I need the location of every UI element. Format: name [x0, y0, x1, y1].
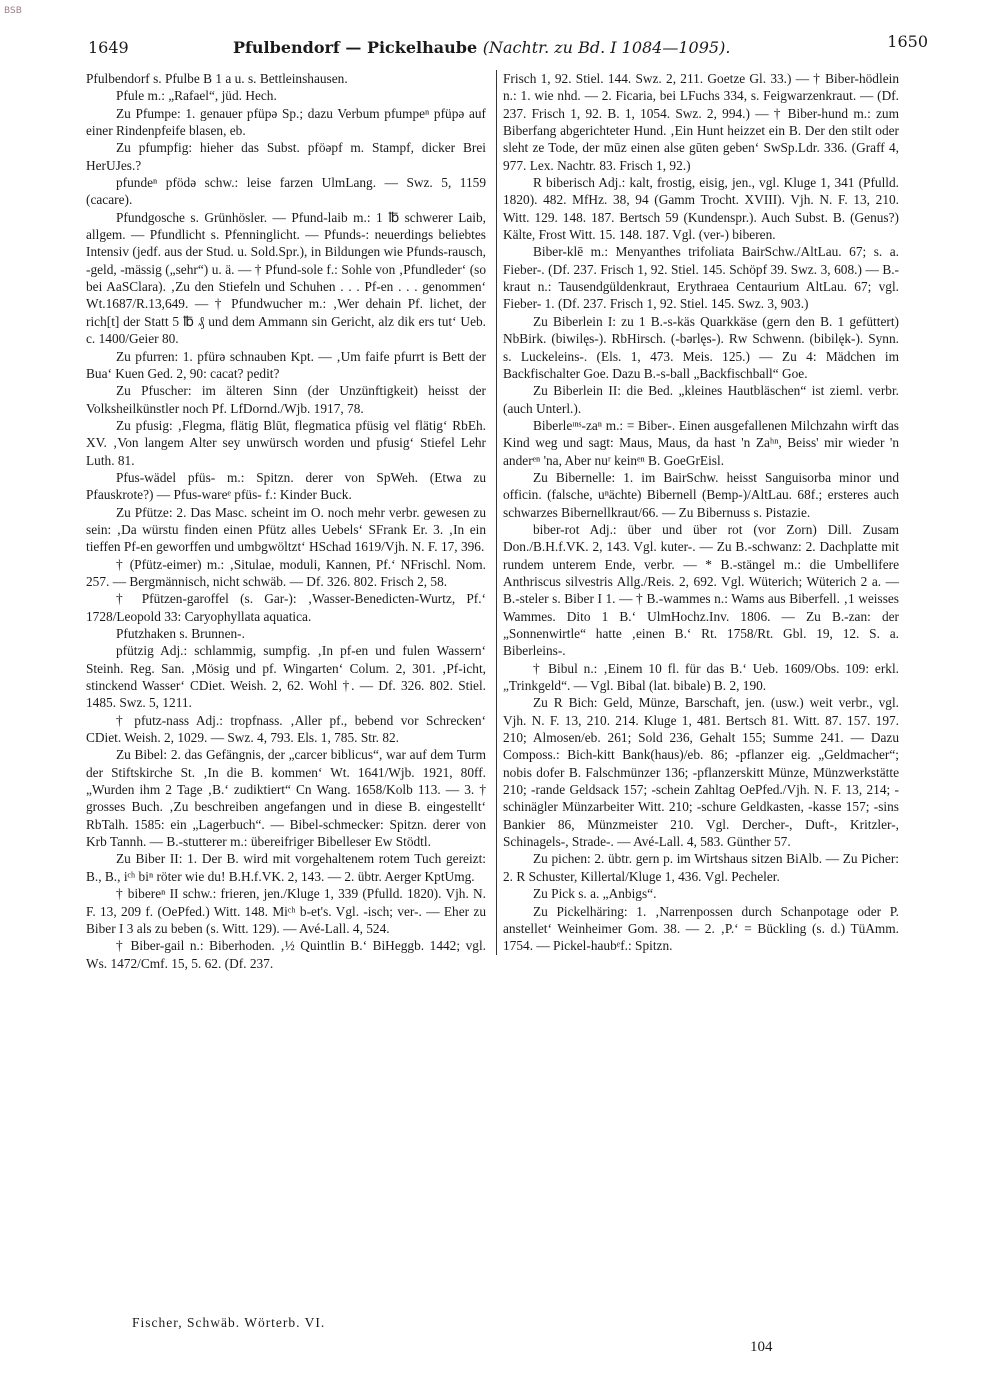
dictionary-entry: biber-rot Adj.: über und über rot (vor Zorn) Dill. Zusam Don./B.H.f.VK. 2, 143. Vgl. kuter-. — Zu B.-schwanz: 2. Dachplatte mit rundem unterem Ende, verbr. — * B.-stängel m.: die Umbellifere Anthriscus silvestris Allg./Reis. 2, 692. Vgl. Wüterich; Wüterich 2 a. — B.-steler s. Biber I 1. — † B.-wammes n.: Wams aus Biberfell. ‚1 weisses Wammes. Dito 1 B.‘ UlmHochz.Inv. 1806. — Zu B.-zan: der „Sonnenwirtle“ hatte ‚einen B.‘ Rt. 1758/Rt. Gbl. 19, 12. S. a. Biberleins-.	[503, 521, 899, 659]
dictionary-entry: Zu Pickelhäring: 1. ‚Narrenpossen durch Schanpotage oder P. anstellet‘ Weinheimer Gom. 38. — 2. ‚P.‘ = Bückling (s. d.) TüAmm. 1754. — Pickel-haubᵉf.: Spitzn.	[503, 903, 899, 954]
right-column	[496, 70, 899, 955]
dictionary-entry: Zu Biber II: 1. Der B. wird mit vorgehaltenem rotem Tuch gereizt: B., B., iᶜʰ biⁿ röter wie du! B.H.f.VK. 2, 143. — 2. übtr. Aerger KptUmg.	[86, 851, 486, 884]
dictionary-entry: Biber-klē m.: Menyanthes trifoliata BairSchw./AltLau. 67; s. a. Fieber-. (Df. 237. Frisch 1, 92. Stiel. 145. Schöpf 39. Swz. 3, 608.) — B.-kraut n.: Tausendgüldenkraut, Erythraea Centaurium AltLau. 67; vgl. Fieber- 1. (Df. 237. Frisch 1, 92. Stiel. 145. Swz. 3, 903.)	[503, 244, 899, 312]
dictionary-entry: pfundeⁿ pfödə schw.: leise farzen UlmLang. — Swz. 5, 1159 (cacare).	[86, 175, 486, 208]
footer-signature: Fischer, Schwäb. Wörterb. VI.	[132, 1315, 326, 1330]
dictionary-entry: † bibereⁿ II schw.: frieren, jen./Kluge 1, 339 (Pfulld. 1820). Vjh. N. F. 13, 209 f. (OePfed.) Witt. 148. Miᶜʰ b-et's. Vgl. -isch; ver-. — Eher zu Biber I 3 als zu beben (s. Witt. 129). — Avé-Lall. 4, 524.	[86, 886, 486, 936]
dictionary-entry: † Biber-gail n.: Biberhoden. ‚½ Quintlin B.‘ BiHeggb. 1442; vgl. Ws. 1472/Cmf. 15, 5. 62. (Df. 237.	[86, 938, 486, 971]
footer-sheet-number: 104	[750, 1339, 773, 1355]
dictionary-entry: Zu pfumpfig: hieher das Subst. pföəpf m. Stampf, dicker Brei HerUJes.?	[86, 140, 486, 173]
dictionary-entry: pfützig Adj.: schlammig, sumpfig. ‚In pf-en und fulen Wassern‘ Steinh. Reg. San. ‚Mösig und pf. Wingarten‘ Colum. 2, 301. ‚Pf-icht, stinckend Wasser‘ CDiet. Weish. 2, 62. Wohl †. — Df. 326. 802. Stiel. 1485. Swz. 5, 1211.	[86, 643, 486, 711]
dictionary-entry: † pfutz-nass Adj.: tropfnass. ‚Aller pf., bebend vor Schrecken‘ CDiet. Weish. 2, 1029. — Swz. 4, 793. Els. 1, 785. Str. 82.	[86, 712, 486, 746]
dictionary-entry: R biberisch Adj.: kalt, frostig, eisig, jen., vgl. Kluge 1, 341 (Pfulld. 1820). 482. MfHz. 38, 94 (Gamm Trocht. XVIII). Vjh. N. F. 13, 210. Witt. 129. 148. 187. Bertsch 59 (Kundenspr.). Auch Subst. B. (Genus?) Kälte, Frost Witt. 15. 148. 187. Vgl. (ver-) biberen.	[503, 175, 899, 243]
dictionary-entry: Zu pichen: 2. übtr. gern p. im Wirtshaus sitzen BiAlb. — Zu Picher: 2. R Schuster, Killertal/Kluge 1, 436. Vgl. Pecheler.	[503, 851, 899, 884]
dictionary-entry: Zu Biberlein II: die Bed. „kleines Hautbläschen“ ist zieml. verbr. (auch Unterl.).	[503, 383, 899, 416]
dictionary-entry: Biberleᶦⁿˢ-zaⁿ m.: = Biber-. Einen ausgefallenen Milchzahn wirft das Kind weg und sagt: Maus, Maus, da hast 'n Zaʰⁿ, Beiss' mir wieder 'n anderᵉⁿ 'na, Aber nuʳ keinᵉⁿ B. GoeGrEisl.	[503, 417, 899, 468]
dictionary-entry: † Bibul n.: ‚Einem 10 fl. für das B.‘ Ueb. 1609/Obs. 109: erkl. „Trinkgeld“. — Vgl. Bibal (lat. bibale) B. 2, 190.	[503, 660, 899, 694]
page-number-right: 1650	[887, 32, 928, 51]
dictionary-entry: Pfundgosche s. Grünhösler. — Pfund-laib m.: 1 ℔ schwerer Laib, allgem. — Pfundlicht s. Pfenninglicht. — Pfunds-: neuerdings beliebtes Intensiv (jedf. aus der Stud. u. Sold.Spr.), in Bildungen wie Pfunds-rausch, -geld, -mässig („sehr“) u. ä. — † Pfund-sole f.: Sohle von ‚Pfundleder‘ (so bei AaSClara). ‚Zu den Stiefeln und Schuhen . . . Pf-en . . . genommen‘ Wt.1687/R.13,649. — † Pfundwucher m.: ‚Wer dehain Pf. lichet, der rich[t] der Statt 5 ℔ ₰ und dem Ammann sin Gericht, alz dik ers tut‘ Ueb. c. 1400/Geier 80.	[86, 209, 486, 347]
library-stamp: BSB	[4, 6, 22, 16]
dictionary-entry: Frisch 1, 92. Stiel. 144. Swz. 2, 211. Goetze Gl. 33.) — † Biber-hödlein n.: 1. wie nhd. — 2. Ficaria, bei LFuchs 334, s. Feigwarzenkraut. — (Df. 237. Frisch 1, 92. B. 1, 1054. Swz. 2, 994.) — † Biber-hund m.: zum Biberfang abgerichteter Hund. ‚Ein Hunt heizzet ein B. Der den stilt oder sleht ze Tode, der mūz einen alse gūten geben‘ SwSp.Ldr. 336. (Graff 4, 977. Lex. Nachtr. 83. Frisch 1, 92.)	[503, 71, 899, 173]
dictionary-entry: Zu Pfuscher: im älteren Sinn (der Unzünftigkeit) heisst der Volksheilkünstler noch Pf. LfDornd./Wjb. 1917, 78.	[86, 383, 486, 416]
page-number-left: 1649	[88, 38, 129, 57]
dictionary-entry: Zu pfurren: 1. pfürə schnauben Kpt. — ‚Um faife pfurrt is Bett der Bua‘ Kuen Ged. 2, 90: cacat? pedit?	[86, 348, 486, 381]
dictionary-entry: Zu Pfumpe: 1. genauer pfüpə Sp.; dazu Verbum pfumpeⁿ pfüpə auf einer Rindenpfeife blasen, eb.	[86, 105, 486, 139]
dictionary-entry: Zu Pfütze: 2. Das Masc. scheint im O. noch mehr verbr. gewesen zu sein: ‚Da würstu finden einen Pfütz alles Uebels‘ SFrank Er. 3. ‚In ein tieffen Pf-en geworffen und umbgwöltzt‘ HSchad 1619/Vjh. N. F. 17, 396.	[86, 504, 486, 555]
dictionary-entry: Zu Bibel: 2. das Gefängnis, der „carcer biblicus“, war auf dem Turm der Stiftskirche St. ‚In die B. kommen‘ Wt. 1641/Wjb. 1921, 80ff. „Wurden ihm 2 Tage ‚B.‘ zudiktiert“ Cn Wang. 1658/Kolb 113. — 3. † grosses Buch. ‚Zu beschreiben angefangen und in diese B. eingestellt‘ RbTalh. 1585: ein „Lagerbuch“. — Bibel-schmecker: Spitzn. derer von Krb Tannh. — B.-stutterer m.: übereifriger Bibelleser Ew Stödtl.	[86, 747, 486, 850]
dictionary-entry: Zu Bibernelle: 1. im BairSchw. heisst Sanguisorba minor und officin. (falsche, uⁿächte) Bibernell (Bemp-)/AltLau. 68f.; ersteres auch schwarzes Bibernellkraut/66. — Zu Bibernuss s. Pistazie.	[503, 469, 899, 520]
running-title-main: Pfulbendorf — Pickelhaube	[233, 38, 483, 57]
running-title	[233, 38, 730, 57]
dictionary-entry: Pfulbendorf s. Pfulbe B 1 a u. s. Bettleinshausen.	[86, 71, 348, 86]
dictionary-entry: † (Pfütz-eimer) m.: ‚Situlae, moduli, Kannen, Pf.‘ NFrischl. Nom. 257. — Bergmännisch, nicht schwäb. — Df. 326. 802. Frisch 2, 58.	[86, 556, 486, 589]
dictionary-entry: Pfule m.: „Rafael“, jüd. Hech.	[116, 88, 277, 104]
dictionary-entry: † Pfützen-garoffel (s. Gar-): ‚Wasser-Benedicten-Wurtz, Pf.‘ 1728/Leopold 33: Caryophyllata aquatica.	[86, 591, 486, 624]
running-header	[88, 30, 928, 60]
dictionary-entry: Zu R Bich: Geld, Münze, Barschaft, jen. (usw.) weit verbr., vgl. Vjh. N. F. 13, 210. 214. Kluge 1, 481. Bertsch 81. Witt. 87. 157. 197. 210; Almosen/eb. 261; Sold 236, Gehalt 155; Summe 241. — Dazu Composs.: Bich-kitt Bank(haus)/eb. 86; -pflanzer eig. „Geldmacher“; nobis dofer B. Falschmünzer 136; -pflanzerskitt Münze, Münzwerkstätte 210; -rande Geldsack 157; -schein Zahltag OePfed./Vjh. N. F. 13, 214; -schinägler Münzarbeiter Witt. 210; -schure Geldkasten, -kasse 157; -sins Bankier 86, Münzmeister 210. Vgl. Dercher-, Duft-, Kritzler-, Schinagels-, Strade-. — Avé-Lall. 4, 583. Günther 57.	[503, 695, 899, 850]
dictionary-entry: Pfus-wädel pfüs- m.: Spitzn. derer von SpWeh. (Etwa zu Pfauskrote?) — Pfus-wareᵉ pfüs- f.: Kinder Buck.	[86, 469, 486, 503]
running-title-subtitle: (Nachtr. zu Bd. I 1084—1095).	[482, 38, 731, 57]
dictionary-entry: Pfutzhaken s. Brunnen-.	[116, 626, 245, 641]
dictionary-entry: Zu pfusig: ‚Flegma, flätig Blūt, flegmatica pfüsig vel flätig‘ RbEh. XV. ‚Von langem Alter sey unwürsch worden und pfusig‘ Stiefel Lehr Luth. 81.	[86, 417, 486, 468]
left-column	[86, 70, 486, 972]
dictionary-entry: Zu Biberlein I: zu 1 B.-s-käs Quarkkäse (gern den B. 1 gefüttert) NbBirk. (biwilęs-). RbHirsch. (-bərlęs-). Rw Schwenn. (bibilęk-). Synn. s. Luckeleins-. (Els. 1, 473. Meis. 125.) — Zu 4: Mädchen im Backfischalter Goe. Dazu B.-s-ball „Backfischball“ Goe.	[503, 313, 899, 381]
dictionary-entry: Zu Pick s. a. „Anbigs“.	[533, 886, 657, 902]
